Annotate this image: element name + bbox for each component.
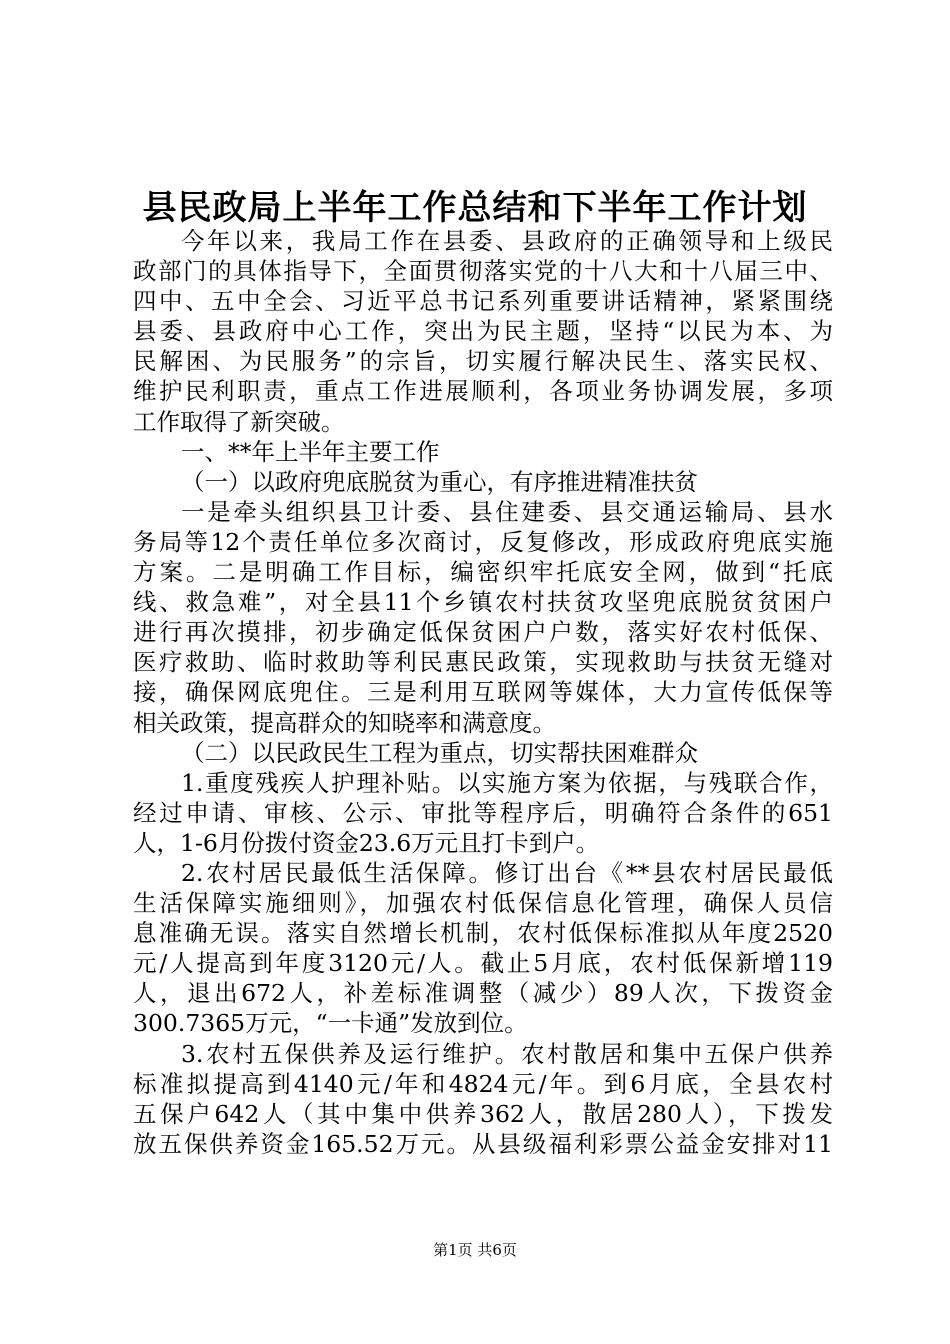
text-line: 民解困、为民服务”的宗旨，切实履行解决民生、落实民权、 bbox=[133, 347, 833, 376]
text-line: 放五保供养资金165.52万元。从县级福利彩票公益金安排对11 bbox=[133, 1129, 833, 1158]
text-line: 工作取得了新突破。 bbox=[133, 407, 345, 436]
text-line: 县委、县政府中心工作，突出为民主题，坚持“以民为本、为 bbox=[133, 317, 833, 346]
document-title: 县民政局上半年工作总结和下半年工作计划 bbox=[142, 188, 808, 228]
text-line: 1.重度残疾人护理补贴。以实施方案为依据，与残联合作， bbox=[181, 768, 833, 797]
text-line: 五保户642人（其中集中供养362人，散居280人），下拨发 bbox=[133, 1099, 833, 1128]
text-line: 息准确无误。落实自然增长机制，农村低保标准拟从年度2520 bbox=[133, 919, 833, 948]
text-line: 一是牵头组织县卫计委、县住建委、县交通运输局、县水 bbox=[181, 497, 833, 526]
text-line: 相关政策，提高群众的知晓率和满意度。 bbox=[133, 708, 556, 737]
text-line: 人，1-6月份拨付资金23.6万元且打卡到户。 bbox=[133, 828, 600, 857]
text-line: 方案。二是明确工作目标，编密织牢托底安全网，做到“托底 bbox=[133, 558, 833, 587]
text-line: 务局等12个责任单位多次商讨，反复修改，形成政府兜底实施 bbox=[133, 527, 833, 556]
text-line: 政部门的具体指导下，全面贯彻落实党的十八大和十八届三中、 bbox=[133, 257, 833, 286]
text-line: 标准拟提高到4140元/年和4824元/年。到6月底，全县农村 bbox=[133, 1069, 833, 1098]
text-line: 进行再次摸排，初步确定低保贫困户户数，落实好农村低保、 bbox=[133, 618, 833, 647]
text-line: 今年以来，我局工作在县委、县政府的正确领导和上级民 bbox=[181, 227, 833, 255]
document-body bbox=[133, 226, 833, 1159]
page-footer: 第1页 共6页 bbox=[433, 1241, 517, 1259]
text-line: 接，确保网底兜住。三是利用互联网等媒体，大力宣传低保等 bbox=[133, 678, 833, 707]
text-line: 生活保障实施细则》，加强农村低保信息化管理，确保人员信 bbox=[133, 889, 833, 918]
text-line: 线、救急难”，对全县11个乡镇农村扶贫攻坚兜底脱贫贫困户 bbox=[133, 588, 833, 617]
text-line: 人，退出672人，补差标准调整（减少）89人次，下拨资金 bbox=[133, 979, 833, 1008]
text-line: 四中、五中全会、习近平总书记系列重要讲话精神，紧紧围绕 bbox=[133, 287, 833, 316]
text-line: 经过申请、审核、公示、审批等程序后，明确符合条件的651 bbox=[133, 798, 833, 827]
text-line: 300.7365万元，“一卡通”发放到位。 bbox=[133, 1009, 528, 1038]
text-line: 一、**年上半年主要工作 bbox=[181, 437, 440, 466]
text-line: （二）以民政民生工程为重点，切实帮扶困难群众 bbox=[181, 738, 698, 767]
text-line: 3.农村五保供养及运行维护。农村散居和集中五保户供养 bbox=[181, 1039, 833, 1068]
text-line: 2.农村居民最低生活保障。修订出台《**县农村居民最低 bbox=[181, 858, 833, 887]
text-line: 元/人提高到年度3120元/人。截止5月底，农村低保新增119 bbox=[133, 949, 833, 978]
text-line: 维护民利职责，重点工作进展顺利，各项业务协调发展，多项 bbox=[133, 377, 833, 406]
text-line: （一）以政府兜底脱贫为重心，有序推进精准扶贫 bbox=[181, 467, 698, 496]
text-line: 医疗救助、临时救助等利民惠民政策，实现救助与扶贫无缝对 bbox=[133, 648, 833, 677]
